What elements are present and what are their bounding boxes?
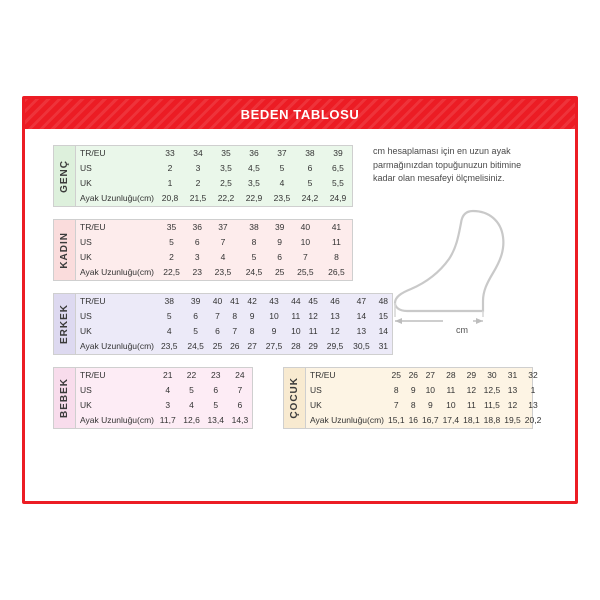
size-table-cocuk (283, 367, 542, 429)
table-row: Ayak Uzunluğu(cm) 23,5 24,5 25 26 27 27,5 28 29 29,5 30,5 31 (80, 340, 389, 351)
size-table-erkek-label: ERKEK (54, 294, 76, 354)
size-table-bebek-label: BEBEK (54, 368, 76, 428)
page-title-text: BEDEN TABLOSU (240, 106, 360, 122)
size-table-erkek-grid (76, 294, 392, 354)
table-row: UK 4 5 6 7 8 9 10 11 12 13 14 (80, 325, 389, 336)
table-row: TR/EU 21 22 23 24 (80, 369, 245, 380)
table-row: UK 1 2 2,5 3,5 4 5 5,5 (80, 177, 344, 188)
table-row: TR/EU 35 36 37 38 39 40 41 (80, 221, 342, 232)
table-row: US 8 9 10 11 12 12,5 13 1 (310, 384, 536, 395)
table-row: TR/EU 38 39 40 41 42 43 44 45 46 47 48 (80, 295, 389, 306)
table-row: US 2 3 3,5 4,5 5 6 6,5 (80, 162, 344, 173)
table-row: TR/EU 33 34 35 36 37 38 39 (80, 147, 343, 158)
size-chart-card (22, 96, 578, 504)
size-table-bebek-grid (76, 368, 252, 428)
foot-side-icon (377, 207, 547, 337)
table-row: Ayak Uzunluğu(cm) 20,8 21,5 22,2 22,9 23,5 24,2 24,9 (80, 192, 347, 203)
chart-content (25, 129, 575, 501)
table-row: UK 3 4 5 6 (80, 399, 243, 410)
size-table-kadin (53, 219, 353, 281)
foot-length-unit: cm (456, 325, 468, 335)
size-table-genc (53, 145, 353, 207)
table-row: Ayak Uzunluğu(cm) 11,7 12,6 13,4 14,3 (80, 414, 249, 425)
size-table-genc-label: GENÇ (54, 146, 76, 206)
table-row: UK 2 3 4 5 6 7 8 (80, 251, 339, 262)
size-table-bebek (53, 367, 253, 429)
table-row: US 4 5 6 7 (80, 384, 243, 395)
size-table-kadin-grid (76, 220, 352, 280)
size-table-cocuk-label: ÇOCUK (284, 368, 306, 428)
table-row: US 5 6 7 8 9 10 11 12 13 14 15 (80, 310, 389, 321)
size-table-erkek (53, 293, 393, 355)
table-row: Ayak Uzunluğu(cm) 15,1 16 16,7 17,4 18,1 18,8 19,5 20,2 (310, 414, 542, 425)
page-title (25, 99, 575, 129)
size-table-cocuk-grid (306, 368, 543, 428)
foot-diagram (377, 207, 547, 347)
size-table-kadin-label: KADIN (54, 220, 76, 280)
measurement-note: cm hesaplaması için en uzun ayak parmağınızdan topuğunuzun bitimine kadar olan mesafeyi ölçmelisiniz. (373, 146, 522, 183)
table-row: UK 7 8 9 10 11 11,5 12 13 (310, 399, 538, 410)
table-row: TR/EU 25 26 27 28 29 30 31 32 (310, 369, 538, 380)
table-row: Ayak Uzunluğu(cm) 22,5 23 23,5 24,5 25 25,5 26,5 (80, 266, 345, 277)
size-table-genc-grid (76, 146, 352, 206)
table-row: US 5 6 7 8 9 10 11 (80, 236, 341, 247)
